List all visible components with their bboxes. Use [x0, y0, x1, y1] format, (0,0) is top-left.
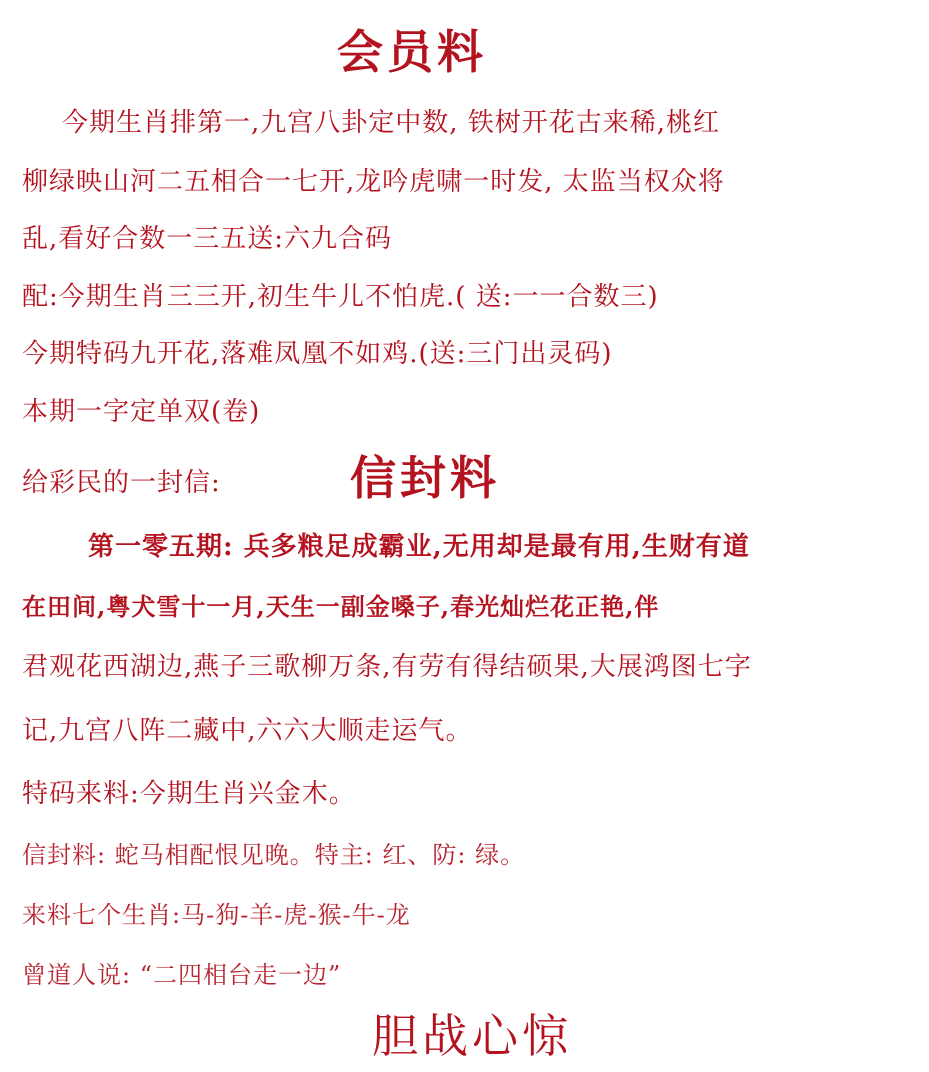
page-title: 会员料 [337, 25, 487, 79]
letter-line-1: 第一零五期: 兵多粮足成霸业,无用却是最有用,生财有道 [88, 532, 750, 562]
member-line-3: 乱,看好合数一三五送:六九合码 [22, 224, 393, 254]
taoist-saying-line: 曾道人说: “二四相台走一边” [22, 961, 342, 989]
letter-line-2: 在田间,粤犬雪十一月,天生一副金嗓子,春光灿烂花正艳,伴 [22, 592, 660, 621]
letter-intro: 给彩民的一封信: [22, 468, 221, 498]
member-line-2: 柳绿映山河二五相合一七开,龙吟虎啸一时发, 太监当权众将 [22, 167, 725, 197]
member-line-4: 配:今期生肖三三开,初生牛儿不怕虎.( 送:一一合数三) [22, 282, 659, 312]
footer-title: 胆战心惊 [372, 1009, 572, 1063]
envelope-title: 信封料 [350, 451, 500, 505]
member-line-1: 今期生肖排第一,九宫八卦定中数, 铁树开花古来稀,桃红 [62, 108, 721, 138]
letter-line-4: 记,九宫八阵二藏中,六六大顺走运气。 [22, 716, 473, 746]
special-code-line: 特码来料:今期生肖兴金木。 [22, 779, 356, 809]
member-line-6: 本期一字定单双(卷) [22, 397, 261, 427]
envelope-line: 信封料: 蛇马相配恨见晚。特主: 红、防: 绿。 [22, 841, 526, 869]
letter-line-3: 君观花西湖边,燕子三歌柳万条,有劳有得结硕果,大展鸿图七字 [22, 652, 752, 682]
member-line-5: 今期特码九开花,落难凤凰不如鸡.(送:三门出灵码) [22, 339, 613, 369]
seven-zodiacs-line: 来料七个生肖:马-狗-羊-虎-猴-牛-龙 [22, 901, 411, 929]
